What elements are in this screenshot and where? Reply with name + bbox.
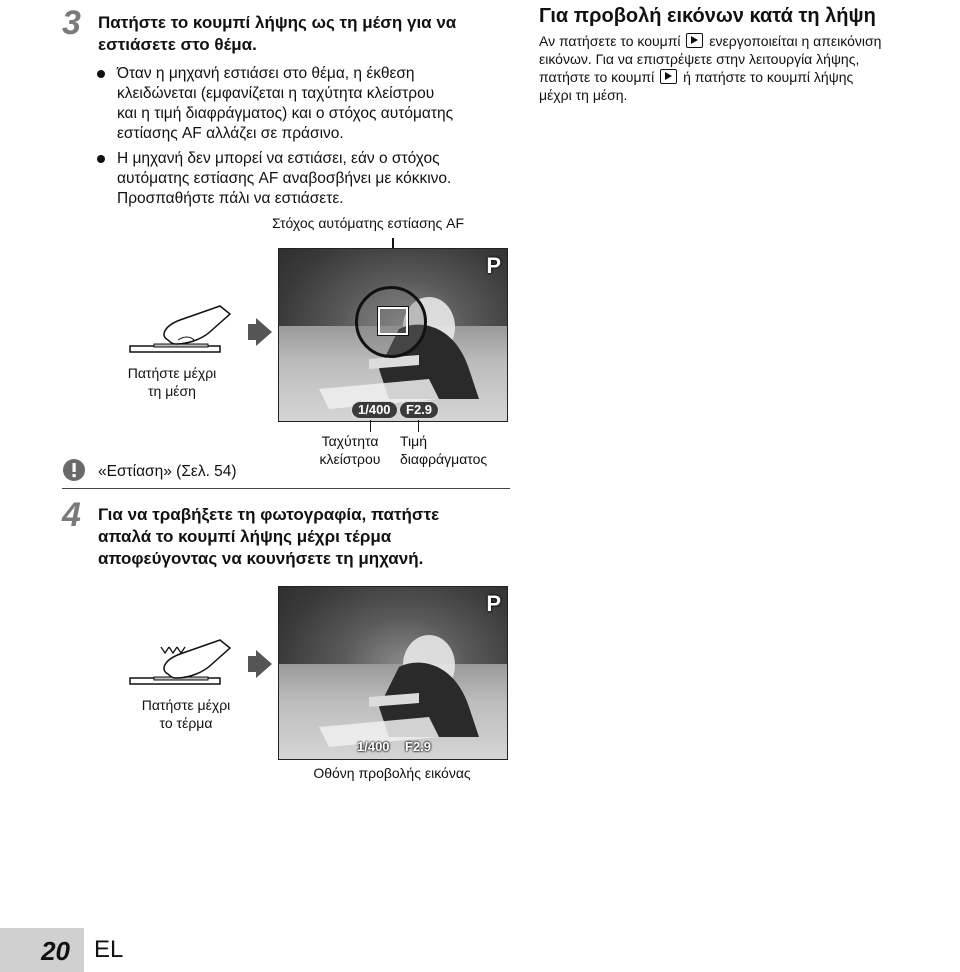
arrow-right-icon: [256, 318, 272, 346]
aperture-readout: F2.9: [405, 739, 432, 754]
af-magnifier: [355, 286, 427, 358]
focus-reference-note: «Εστίαση» (Σελ. 54): [98, 463, 237, 480]
arrow-stem: [248, 324, 256, 340]
page-number: 20: [41, 936, 70, 966]
language-code: EL: [94, 936, 124, 963]
sidebar-title: Για προβολή εικόνων κατά τη λήψη: [539, 5, 876, 27]
play-button-icon: [686, 33, 703, 48]
step-3-number: 3: [62, 4, 81, 42]
review-photo: [278, 586, 508, 760]
aperture-leader: [418, 420, 419, 432]
step-4-number: 4: [62, 496, 81, 534]
af-target-label: Στόχος αυτόματης εστίασης AF: [272, 215, 465, 231]
play-button-icon: [660, 69, 677, 84]
step-3-bullet-1: Όταν η μηχανή εστιάσει στο θέμα, η έκθεση κλειδώνεται (εμφανίζεται η ταχύτητα κλείστρου και η τιμή διαφράγματος) και ο στόχος αυτόματης εστίασης AF αλλάζει σε πράσινο.: [97, 64, 527, 144]
sidebar-body: Αν πατήσετε το κουμπί ενεργοποιείται η απεικόνιση εικόνων. Για να επιστρέψετε στην λειτουργία λήψης, πατήστε το κουμπί ή πατήστε το κουμπί λήψης μέχρι τη μέση.: [539, 33, 882, 103]
section-divider: [62, 488, 510, 489]
step-4-title: Για να τραβήξετε τη φωτογραφία, πατήστε απαλά το κουμπί λήψης μέχρι τέρμα αποφεύγοντας να κουνήσετε τη μηχανή.: [98, 505, 440, 568]
mode-indicator: P: [486, 591, 501, 616]
af-target-frame: [378, 307, 408, 335]
step-3-title: Πατήστε το κουμπί λήψης ως τη μέση για να εστιάσετε στο θέμα.: [98, 13, 457, 54]
full-press-illustration: [120, 632, 240, 692]
aperture-readout: F2.9: [399, 401, 439, 419]
shutter-speed-label: Ταχύτητα κλείστρου: [319, 433, 381, 467]
page-number-tab: [0, 928, 84, 972]
half-press-label: Πατήστε μέχρι τη μέση: [127, 365, 217, 399]
caution-icon: [62, 458, 86, 482]
review-photo-caption: Οθόνη προβολής εικόνας: [313, 765, 471, 781]
full-press-label: Πατήστε μέχρι το τέρμα: [141, 697, 231, 731]
aperture-label: Τιμή διαφράγματος: [400, 433, 488, 467]
mode-indicator: P: [486, 253, 501, 278]
step-3-bullet-2: Η μηχανή δεν μπορεί να εστιάσει, εάν ο στόχος αυτόματης εστίασης AF αναβοσβήνει με κόκκινο. Προσπαθήστε πάλι να εστιάσετε.: [97, 149, 527, 209]
shutter-leader: [370, 420, 371, 432]
arrow-right-icon: [256, 650, 272, 678]
shutter-speed-readout: 1/400: [357, 739, 390, 754]
shutter-speed-readout: 1/400: [351, 401, 398, 419]
half-press-illustration: [120, 300, 240, 360]
arrow-stem: [248, 656, 256, 672]
